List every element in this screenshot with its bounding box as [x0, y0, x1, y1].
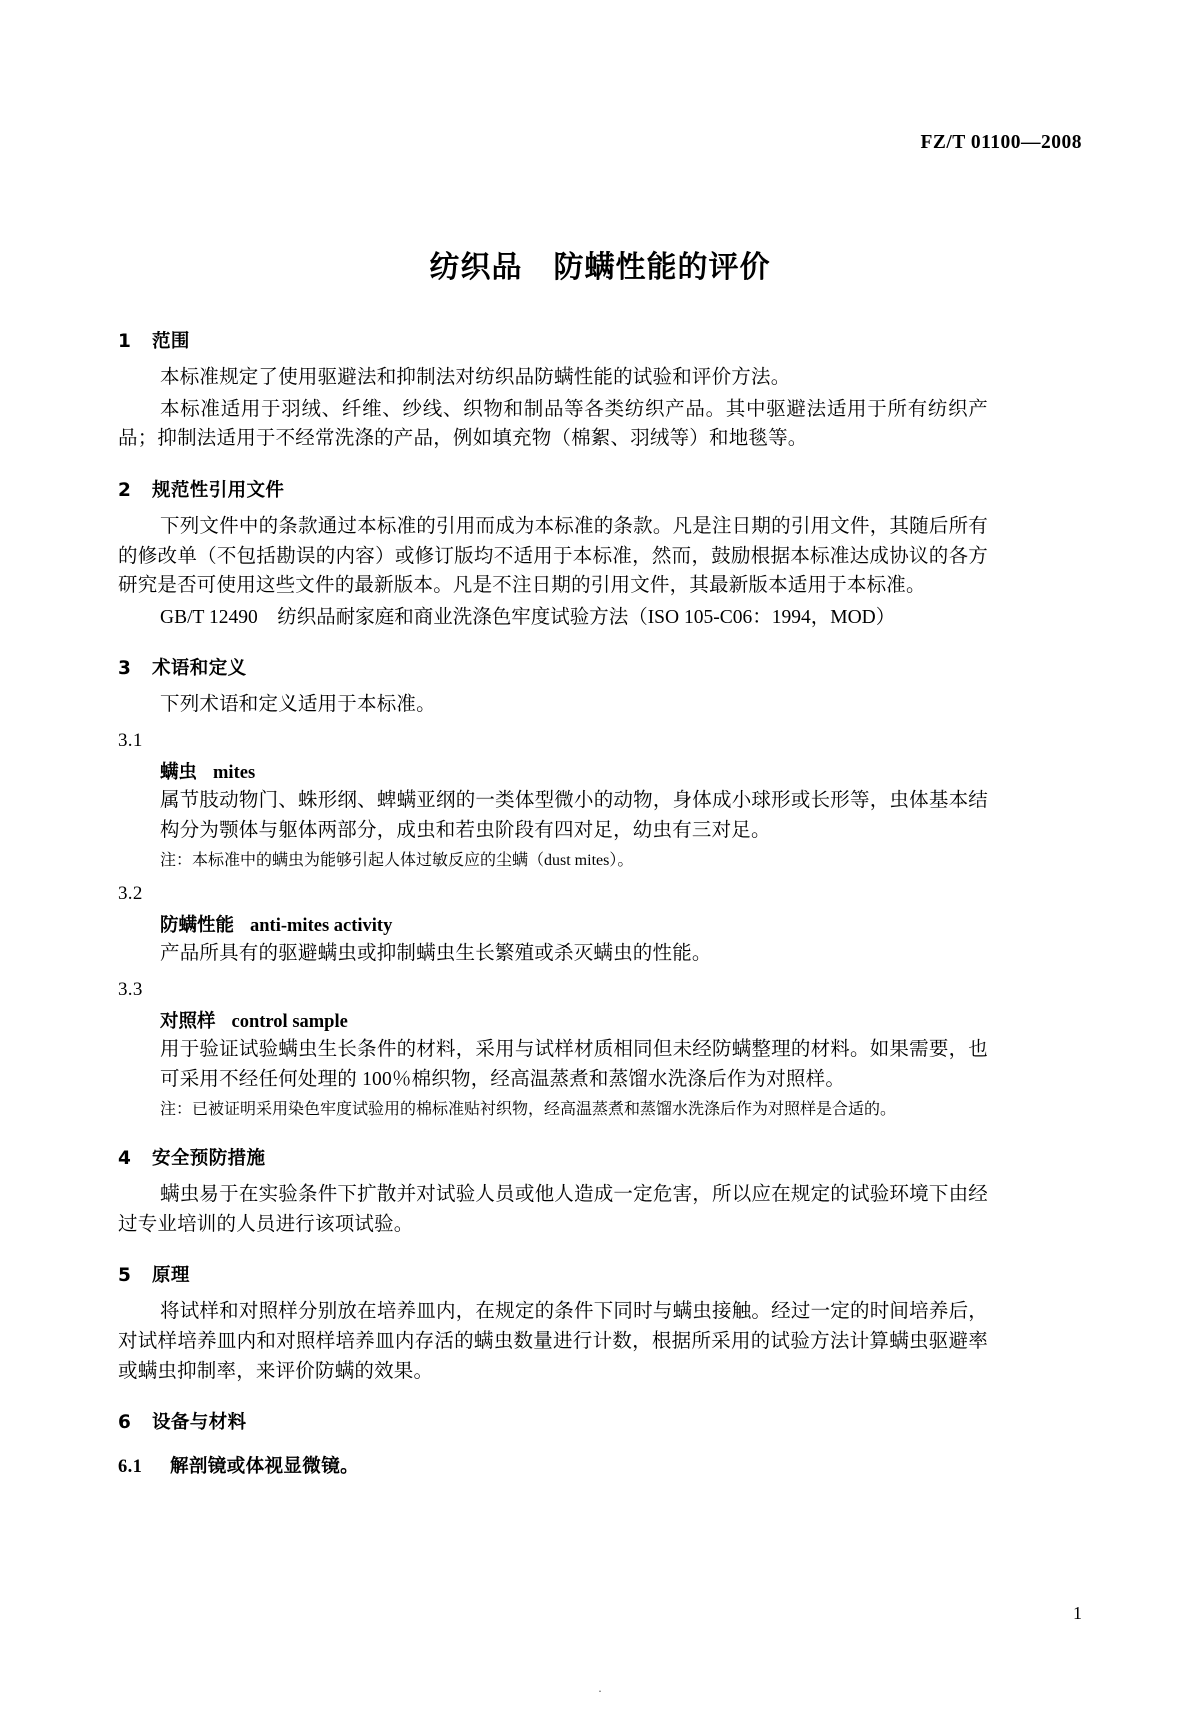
section-number-5: 5 — [118, 1265, 132, 1287]
section-heading-6 — [118, 1408, 988, 1434]
term-name-en-3-2: anti-mites activity — [250, 916, 393, 937]
section-number-6: 6 — [118, 1412, 132, 1434]
term-definition-3-2: 产品所具有的驱避螨虫或抑制螨虫生长繁殖或杀灭螨虫的性能。 — [160, 943, 712, 965]
section-2-paragraph-1: 下列文件中的条款通过本标准的引用而成为本标准的条款。凡是注日期的引用文件，其随后所有的修改单（不包括勘误的内容）或修订版均不适用于本标准，然而，鼓励根据本标准达成协议的各方研究是否可使用这些文件的最新版本。凡是不注日期的引用文件，其最新版本适用于本标准。 — [118, 515, 988, 597]
section-1-paragraph-1: 本标准规定了使用驱避法和抑制法对纺织品防螨性能的试验和评价方法。 — [160, 367, 791, 388]
section-1-paragraph-2: 本标准适用于羽绒、纤维、纱线、织物和制品等各类纺织产品。其中驱避法适用于所有纺织产品；抑制法适用于不经常洗涤的产品，例如填充物（棉絮、羽绒等）和地毯等。 — [118, 398, 988, 450]
clause-number-3-1: 3.1 — [118, 730, 143, 751]
section-title-6: 设备与材料 — [152, 1412, 247, 1434]
section-title-2: 规范性引用文件 — [152, 479, 285, 501]
section-3-intro: 下列术语和定义适用于本标准。 — [160, 694, 436, 716]
section-title-5: 原理 — [152, 1265, 190, 1287]
term-name-en-3-3: control sample — [231, 1011, 348, 1032]
term-entry-3-2 — [160, 911, 988, 937]
page-header-standard-code: FZ/T 01100—2008 — [920, 132, 1082, 153]
section-heading-1 — [118, 327, 988, 353]
section-heading-3 — [118, 654, 988, 680]
term-name-cn-3-1: 螨虫 — [160, 762, 198, 783]
section-4-paragraph-1: 螨虫易于在实验条件下扩散并对试验人员或他人造成一定危害，所以应在规定的试验环境下由经过专业培训的人员进行该项试验。 — [118, 1184, 988, 1235]
subsection-heading-6-1 — [118, 1452, 988, 1478]
page-number: 1 — [1073, 1603, 1082, 1623]
section-number-2: 2 — [118, 479, 132, 501]
footer-mark: . — [598, 1680, 602, 1695]
term-note-3-1: 注：本标准中的螨虫为能够引起人体过敏反应的尘螨（dust mites）。 — [160, 852, 634, 870]
term-definition-3-3: 用于验证试验螨虫生长条件的材料，采用与试样材质相同但未经防螨整理的材料。如果需要，也可采用不经任何处理的 100％棉织物，经高温蒸煮和蒸馏水洗涤后作为对照样。 — [160, 1038, 988, 1090]
section-heading-4 — [118, 1144, 988, 1170]
section-number-4: 4 — [118, 1148, 132, 1170]
normative-reference-item: GB/T 12490 纺织品耐家庭和商业洗涤色牢度试验方法（ISO 105-C06：1994，MOD） — [160, 606, 896, 628]
clause-number-3-3: 3.3 — [118, 978, 143, 1000]
section-title-3: 术语和定义 — [152, 658, 247, 680]
term-entry-3-1 — [160, 758, 988, 784]
section-title-4: 安全预防措施 — [152, 1148, 266, 1170]
term-name-en-3-1: mites — [213, 763, 256, 783]
subsection-text-6-1: 解剖镜或体视显微镜。 — [170, 1456, 360, 1478]
section-heading-2 — [118, 476, 988, 502]
term-entry-3-3 — [160, 1007, 988, 1033]
section-title-1: 范围 — [152, 331, 190, 352]
term-name-cn-3-3: 对照样 — [160, 1010, 216, 1032]
section-heading-5 — [118, 1261, 988, 1287]
page-title: 纺织品 防螨性能的评价 — [429, 250, 771, 286]
subsection-number-6-1: 6.1 — [118, 1457, 143, 1478]
section-5-paragraph-1: 将试样和对照样分别放在培养皿内，在规定的条件下同时与螨虫接触。经过一定的时间培养后，对试样培养皿内和对照样培养皿内存活的螨虫数量进行计数，根据所采用的试验方法计算螨虫驱避率或螨虫抑制率，来评价防螨的效果。 — [118, 1301, 988, 1382]
term-name-cn-3-2: 防螨性能 — [160, 915, 235, 937]
section-number-3: 3 — [118, 658, 132, 680]
section-number-1: 1 — [118, 331, 132, 352]
clause-number-3-2: 3.2 — [118, 883, 143, 905]
term-definition-3-1: 属节肢动物门、蛛形纲、蜱螨亚纲的一类体型微小的动物，身体成小球形或长形等，虫体基本结构分为颚体与躯体两部分，成虫和若虫阶段有四对足，幼虫有三对足。 — [160, 790, 988, 841]
document-body — [118, 305, 988, 1478]
term-note-3-3: 注：已被证明采用染色牢度试验用的棉标准贴衬织物，经高温蒸煮和蒸馏水洗涤后作为对照样是合适的。 — [160, 1101, 897, 1119]
